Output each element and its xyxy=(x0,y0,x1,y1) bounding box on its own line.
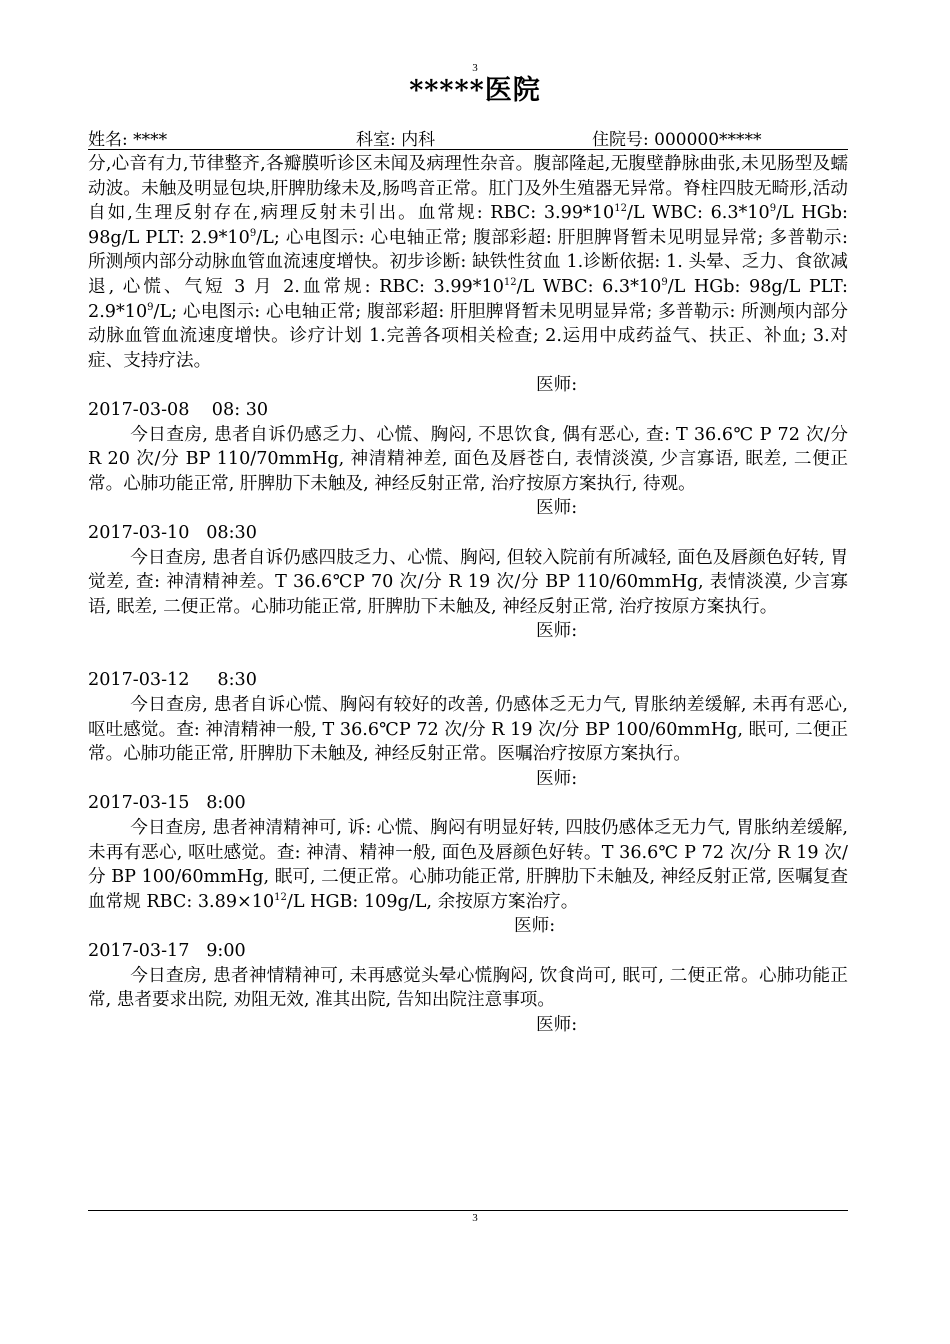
entry-datetime: 2017-03-10 08:30 xyxy=(88,522,257,543)
doctor-signature: 医师: xyxy=(536,768,578,789)
exam-paragraph: 分,心音有力,节律整齐,各瓣膜听诊区未闻及病理性杂音。腹部隆起,无腹壁静脉曲张,未见肠型及蠕动波。未触及明显包块,肝脾肋缘未及,肠鸣音正常。肛门及外生殖器无异常。脊柱四肢无畸形,活动自如,生理反射存在,病理反射未引出。血常规: RBC: $3.99*10^{12}/L$ WBC: $6.3*10^9/L$ HGb: 98g/L PLT: $2.9*10^9/L$; 心电图示: 心电轴正常; 腹部彩超: 肝胆脾肾暂未见明显异常; 多普勒示: 所测颅内部分动脉血管血流速度增快。初步诊断: 缺铁性贫血 1.诊断依据: 1. 头晕、乏力、食欲减退, 心慌、气短 3 月 2.血常规: RBC: $3.99*10^{12}/L$ WBC: $6.3*10^9/L$ HGb: 98g/L PLT: $2.9*10^9/L$; 心电图示: 心电轴正常; 腹部彩超: 肝胆脾肾暂未见明显异常; 多普勒示: 所测颅内部分动脉血管血流速度增快。诊疗计划 1.完善各项相关检查; 2.运用中成药益气、扶正、补血; 3.对症、支持疗法。 xyxy=(88,154,848,371)
patient-info-row xyxy=(88,125,848,150)
entry-text: 今日查房, 患者自诉仍感乏力、心慌、胸闷, 不思饮食, 偶有恶心, 查: T 36.6℃ P 72 次/分 R 20 次/分 BP 110/70mmHg, 神清精神差, 面色及唇苍白, 表情淡漠, 少言寡语, 眠差, 二便正常。心肺功能正常, 肝脾肋下未触及, 神经反射正常, 治疗按原方案执行, 待观。 xyxy=(88,424,848,494)
patient-name: 姓名: **** xyxy=(88,130,168,150)
medical-record-body xyxy=(88,152,848,1037)
admission-number: 住院号: 000000***** xyxy=(592,130,762,150)
doctor-signature: 医师: xyxy=(536,375,578,396)
entry-text: 今日查房, 患者神情精神可, 未再感觉头晕心慌胸闷, 饮食尚可, 眠可, 二便正常。心肺功能正常, 患者要求出院, 劝阻无效, 准其出院, 告知出院注意事项。 xyxy=(88,965,848,1011)
entry-datetime: 2017-03-15 8:00 xyxy=(88,793,246,814)
entry-datetime: 2017-03-08 08: 30 xyxy=(88,399,269,420)
doctor-signature: 医师: xyxy=(514,916,556,937)
entry-text: 今日查房, 患者自诉仍感四肢乏力、心慌、胸闷, 但较入院前有所减轻, 面色及唇颜色好转, 胃觉差, 查: 神清精神差。T 36.6℃P 70 次/分 R 19 次/分 BP 110/60mmHg, 表情淡漠, 少言寡语, 眠差, 二便正常。心肺功能正常, 肝脾肋下未触及, 神经反射正常, 治疗按原方案执行。 xyxy=(88,547,848,617)
entry-text: 今日查房, 患者神清精神可, 诉: 心慌、胸闷有明显好转, 四肢仍感体乏无力气, 胃胀纳差缓解, 未再有恶心, 呕吐感觉。查: 神清、精神一般, 面色及唇颜色好转。T 36.6℃ P 72 次/分 R 19 次/分 BP 100/60mmHg, 眠可, 二便正常。心肺功能正常, 肝脾肋下未触及, 神经反射正常, 医嘱复查血常规 RBC: $3.89\times 10^{12}/L$ HGB: 109g/L, 余按原方案治疗。 xyxy=(88,818,848,912)
doctor-signature: 医师: xyxy=(536,498,578,519)
entry-datetime: 2017-03-17 9:00 xyxy=(88,941,246,961)
page-number-bottom: 3 xyxy=(472,1212,478,1224)
doctor-signature: 医师: xyxy=(536,1014,578,1035)
entry-datetime: 2017-03-12 8:30 xyxy=(88,670,257,691)
doctor-signature: 医师: xyxy=(536,621,578,642)
entry-text: 今日查房, 患者自诉心慌、胸闷有较好的改善, 仍感体乏无力气, 胃胀纳差缓解, 未再有恶心, 呕吐感觉。查: 神清精神一般, T 36.6℃P 72 次/分 R 19 次/分 BP 100/60mmHg, 眠可, 二便正常。心肺功能正常, 肝脾肋下未触及, 神经反射正常。医嘱治疗按原方案执行。 xyxy=(88,695,848,765)
department: 科室: 内科 xyxy=(356,130,436,150)
blank-line xyxy=(88,644,848,669)
hospital-title: *****医院 xyxy=(409,75,541,106)
footer-divider xyxy=(88,1210,848,1211)
page-number-top: 3 xyxy=(472,62,478,74)
